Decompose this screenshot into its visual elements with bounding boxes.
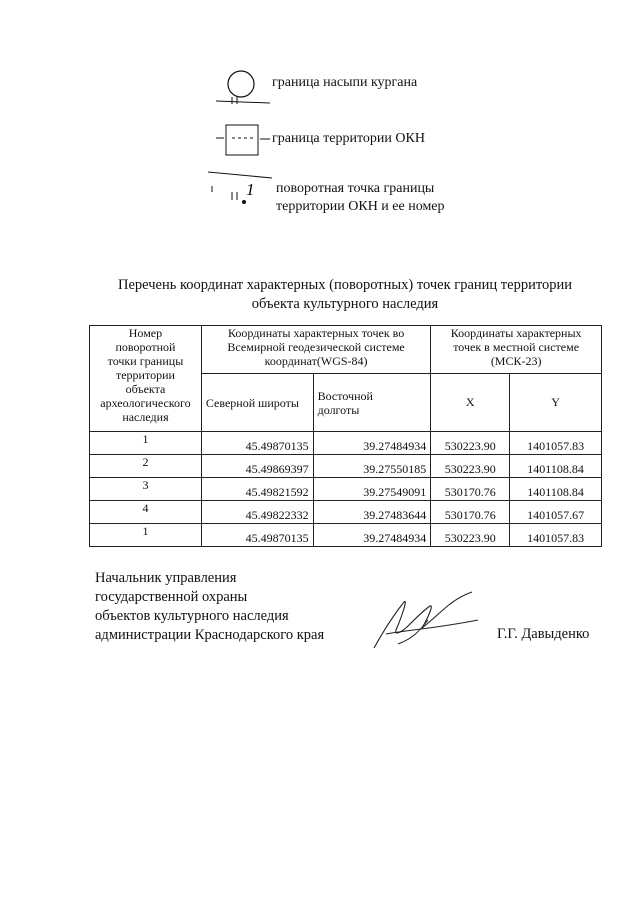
column-header-y: Y [510, 374, 602, 432]
point-number-cell: 1 [90, 432, 202, 455]
longitude-cell: 39.27484934 [313, 524, 431, 547]
latitude-cell: 45.49821592 [201, 478, 313, 501]
legend-item-mound [210, 66, 417, 108]
x-cell: 530223.90 [431, 524, 510, 547]
legend-item-turning-point [208, 168, 445, 224]
handwritten-signature [368, 590, 498, 654]
turning-point-number: 1 [246, 180, 255, 199]
y-cell: 1401108.84 [510, 478, 602, 501]
table-row [90, 478, 602, 501]
column-header-x: X [431, 374, 510, 432]
table-row [90, 455, 602, 478]
legend-label: граница насыпи кургана [272, 75, 418, 90]
legend-item-territory [214, 122, 425, 158]
point-number-cell: 4 [90, 501, 202, 524]
territory-boundary-icon [214, 122, 272, 158]
burial-mound-boundary-icon [210, 66, 272, 108]
point-number-cell: 2 [90, 455, 202, 478]
point-number-cell: 1 [90, 524, 202, 547]
signatory-title: Начальник управления государственной охраны объектов культурного наследия администрации Краснодарского края [95, 570, 325, 643]
latitude-cell: 45.49822332 [201, 501, 313, 524]
x-cell: 530223.90 [431, 455, 510, 478]
y-cell: 1401057.67 [510, 501, 602, 524]
latitude-cell: 45.49870135 [201, 524, 313, 547]
longitude-cell: 39.27550185 [313, 455, 431, 478]
turning-point-icon [208, 168, 274, 224]
signatory-name: Г.Г. Давыденко [497, 626, 590, 642]
table-row [90, 524, 602, 547]
column-header-point-number: Номер поворотной точки границы территории объекта археологического наследия [90, 326, 202, 432]
column-header-north-latitude: Северной широты [201, 374, 313, 432]
latitude-cell: 45.49870135 [201, 432, 313, 455]
y-cell: 1401057.83 [510, 432, 602, 455]
longitude-cell: 39.27484934 [313, 432, 431, 455]
y-cell: 1401108.84 [510, 455, 602, 478]
legend-label: граница территории ОКН [272, 131, 425, 146]
column-header-msk23: Координаты характерных точек в местной системе (МСК-23) [431, 326, 602, 374]
latitude-cell: 45.49869397 [201, 455, 313, 478]
coordinates-table [89, 325, 602, 547]
x-cell: 530223.90 [431, 432, 510, 455]
point-number-cell: 3 [90, 478, 202, 501]
x-cell: 530170.76 [431, 478, 510, 501]
table-row [90, 432, 602, 455]
longitude-cell: 39.27549091 [313, 478, 431, 501]
table-row [90, 501, 602, 524]
column-header-east-longitude: Восточной долготы [313, 374, 431, 432]
document-heading: Перечень координат характерных (поворотных) точек границ территории объекта культурного наследия [117, 277, 573, 312]
longitude-cell: 39.27483644 [313, 501, 431, 524]
legend-label: поворотная точка границы территории ОКН и ее номер [276, 181, 445, 214]
y-cell: 1401057.83 [510, 524, 602, 547]
x-cell: 530170.76 [431, 501, 510, 524]
column-header-wgs84: Координаты характерных точек во Всемирной геодезической системе координат(WGS-84) [201, 326, 430, 374]
